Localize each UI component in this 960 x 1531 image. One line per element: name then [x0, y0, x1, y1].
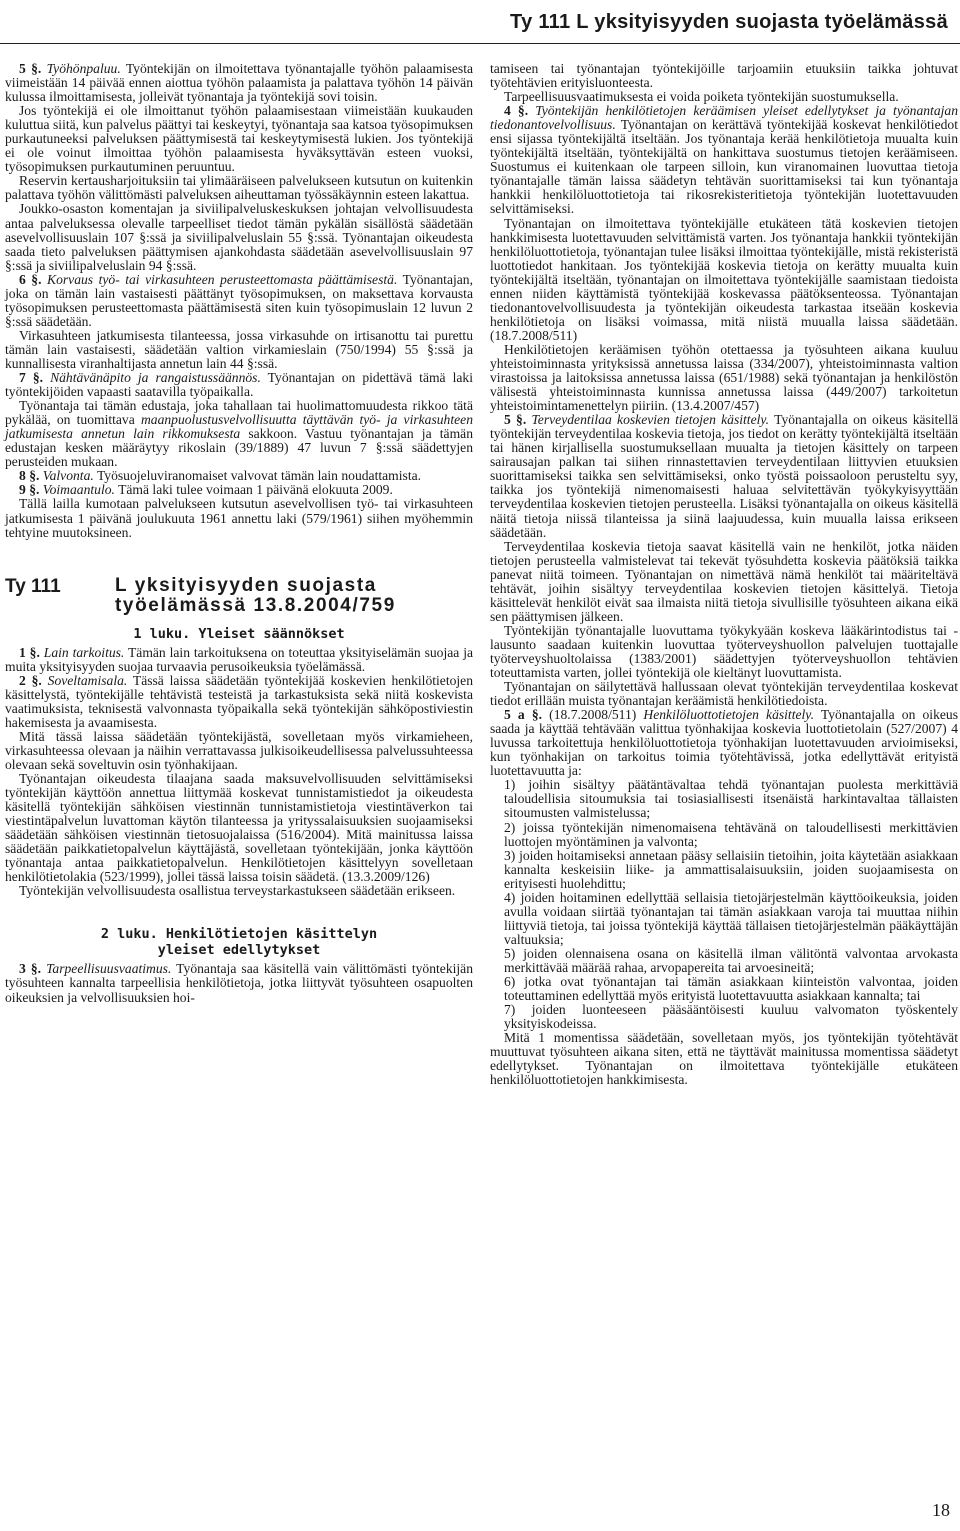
section-6-paragraph: 6 §. Korvaus työ- tai virkasuhteen perusteettomasta päättämisestä. Työnantajan, joka on tämän lain vastaisesti päättänyt työsopimuksen, on maksettava korvausta työsopimuksen perusteettomasta päättämisestä siten kuin työsopimuslain 12 luvun 2 §:ssä säädetään.: [5, 271, 474, 329]
paragraph: Mitä tässä laissa säädetään työntekijästä, sovelletaan myös virkamieheen, virkasuhteessa olevaan ja näihin verrattavassa julkisoikeudellisessa palvelussuhteessa olevaan sekä soveltuvin osin työnhakijaan.: [5, 728, 473, 772]
paragraph: Mitä 1 momentissa säädetään, sovelletaan myös, jos työntekijän työtehtävät muuttuvat työsuhteen aikana siten, että ne täyttävät mainitussa momentissa säädetyt edellytykset. Työnantajan on ilmoitettava työntekijälle etukäteen henkilöluottotietojen hankkimisesta.: [490, 1030, 958, 1088]
list-item: 5) joiden olennaisena osana on käsitellä ilman välitöntä valvontaa arvokasta merkittävää määrää rahaa, arvopapereita tai arvoesineitä;: [504, 945, 958, 975]
header-rule: [0, 43, 960, 44]
left-column: [5, 62, 473, 1005]
running-title: Ty 111 L yksityisyyden suojasta työelämässä: [510, 10, 948, 33]
paragraph: Virkasuhteen jatkumisesta tilanteessa, jossa virkasuhde on irtisanottu tai purettu tämän lain vastaisesti, säädetään valtion virkamieslain (750/1994) 55 §:ssä ja kunnallisesta viranhaltijasta annetun lain 44 §:ssä.: [5, 327, 473, 371]
luku-heading: 2 luku. Henkilötietojen käsittelyn yleiset edellytykset: [100, 926, 378, 959]
list-item: 2) joissa työntekijän nimenomaisena tehtävänä on taloudellisesti merkittävien luottojen myöntäminen ja valvonta;: [504, 819, 958, 849]
paragraph: Työntekijän velvollisuudesta osallistua terveystarkastukseen säädetään erikseen.: [19, 883, 456, 899]
paragraph: Tällä lailla kumotaan palvelukseen kutsutun asevelvollisen työ- tai virkasuhteen jatkumisesta 1 päivänä joulukuuta 1961 annettu laki (579/1961) siihen myöhemmin tehtyine muutoksineen.: [5, 496, 473, 540]
running-header: [510, 2, 948, 42]
section-2-paragraph: 2 §. Soveltamisala. Tässä laissa säädetään työntekijää koskevien henkilötietojen käsittelystä, työntekijälle tehtävistä testeistä ja tarkastuksista sekä niitä koskevista vaatimuksista, teknisestä valvonnasta työpaikalla sekä työntekijän sähköpostiviestin hakemisesta ja avaamisesta.: [5, 672, 474, 730]
section-9-paragraph: 9 §. Voimaantulo. Tämä laki tulee voimaan 1 päivänä elokuuta 2009.: [19, 482, 393, 498]
section-4-paragraph: 4 §. Työntekijän henkilötietojen keräämisen yleiset edellytykset ja työnantajan tiedonantovelvollisuus. Työnantajan on kerättävä työntekijää koskevat henkilötiedot ensi sijassa työntekijältä itseltään. Jos työnantaja kerää henkilötietoja muualta kuin työntekijältä itseltään, työntekijältä on hankittava suostumus tietojen keräämiseen. Suostumus ei kuitenkaan ole tarpeen silloin, kun viranomainen luovuttaa tietoja työnantajalle tämän laissa säädetyn tehtävän suorittamiseksi tai kun työnantaja hankkii henkilöluottotietoja tai rikosrekisteritietoja työntekijän luotettavuuden selvittämiseksi.: [490, 103, 958, 217]
paragraph: Työnantajan oikeudesta tilaajana saada maksuvelvollisuuden selvittämiseksi työntekijän käyttöön annettua liittymää koskevat tunnistamistiedot ja oikeudesta käsitellä työntekijän sähköisen viestinnän tunnistamistietoja viestintäverkon tai viestintäpalvelun luvattoman käytön tilanteessa ja yrityssalaisuuksien suojaamiseksi säädetään sähköisen viestinnän tietosuojalaissa (516/2004). Mitä mainitussa laissa säädetään paikkatietopalvelun käyttäjästä, sovelletaan työntekijään, jonka käyttöön työnantaja antaa paikkatietopalvelun. Henkilötietojen käsittelyyn sovelletaan henkilötietolakia (523/1999), jollei tässä laissa toisin säädetä. (13.3.2009/126): [5, 771, 473, 885]
paragraph: Henkilötietojen keräämisen työhön otettaessa ja työsuhteen aikana kuuluu yhteistoiminnasta yrityksissä annetussa laissa (334/2007), yhteistoiminnasta valtion virastoissa ja laitoksissa annetussa laissa (651/1988) sekä työnantajan ja henkilöstön välisestä yhteistoiminnasta kunnissa annetussa laissa (449/2007) tarkoitetun yhteistoimintamenettelyn piiriin. (13.4.2007/457): [490, 341, 958, 414]
list-item: 1) joihin sisältyy päätäntävaltaa tehdä työnantajan puolesta merkittäviä taloudellisia sitoumuksia tai tosiasiallisesti itsenäistä harkintavaltaa tällaisten sitoumusten valmistelussa;: [504, 777, 958, 821]
list-item: 6) jotka ovat työnantajan tai tämän asiakkaan kiinteistön valvontaa, joiden toteuttaminen edellyttää myös erityistä luotettavuutta asiakkaan kannalta; tai: [504, 974, 958, 1004]
luku-heading: 1 luku. Yleiset säännökset: [133, 625, 345, 642]
paragraph: Työnantajan on ilmoitettava työntekijälle etukäteen tätä koskevien tietojen hankkimisesta luotettavuuden selvittämistä varten. Jos työnantaja hankkii työntekijän henkilöluottotietoja, työnantajan tulee lisäksi ilmoittaa työntekijälle, mistä rekisteristä luottotiedot hankitaan. Jos työntekijää koskevia tietoja on kerätty muualta kuin työntekijältä itseltään, työnantajan on ilmoitettava työntekijälle saamistaan tiedoista ennen niiden käyttämistä työntekijää koskevassa päätöksenteossa. Työnantajan tiedonantovelvollisuudesta ja työntekijän oikeudesta tarkastaa itseään koskevia henkilötietoja on lisäksi voimassa, mitä niistä muualla laissa säädetään. (18.7.2008/511): [490, 215, 958, 343]
section-8-paragraph: 8 §. Valvonta. Työsuojeluviranomaiset valvovat tämän lain noudattamista.: [19, 468, 422, 484]
chapter-heading: [5, 576, 473, 616]
section-3-paragraph: 3 §. Tarpeellisuusvaatimus. Työnantaja saa käsitellä vain välittömästi työntekijän työsuhteen kannalta tarpeellisia henkilötietoja, jotka liittyvät työsuhteen osapuolten oikeuksien ja velvollisuuksien hoi-: [5, 961, 474, 1005]
section-1-paragraph: 1 §. Lain tarkoitus. Tämän lain tarkoituksena on toteuttaa yksityiselämän suojaa ja muita yksityisyyden suojaa turvaavia perusoikeuksia työelämässä.: [5, 644, 474, 674]
list-item: 4) joiden hoitaminen edellyttää sellaisia tietojärjestelmän käyttöoikeuksia, joiden avulla voidaan siirtää työnantajan tai tämän asiakkaan varoja tai muuttaa niihin liittyviä tietoja, tai joissa työntekijä käyttää tällaisen tietojärjestelmän pääkäyttäjän valtuuksia;: [504, 889, 958, 947]
paragraph: Reservin kertausharjoituksiin tai ylimääräiseen palvelukseen kutsutun on kuitenkin palattava työhön välittömästi palveluksen aiheuttaman työssäkäynnin esteen lakattua.: [5, 173, 473, 203]
paragraph: Jos työntekijä ei ole ilmoittanut työhön palaamisestaan viimeistään kuukauden kuluttua siitä, kun palvelus päättyi tai keskeytyi, työnantaja saa katsoa työsopimuksen purkautuneeksi palveluksen päättymisestä tai keskeytymisestä lukien. Jos työntekijä ei ole voinut ilmoittaa työhön palaamisesta hyväksyttävän esteen vuoksi, työsopimuksen purkautuminen peruuntuu.: [5, 103, 473, 175]
list-item: 3) joiden hoitamiseksi annetaan pääsy sellaisiin tietoihin, joita käytetään asiakkaan kannalta keskeisiin liike- ja ammattisalaisuuksiin, joiden suojaamisesta on erityisesti huolehdittu;: [504, 847, 958, 891]
paragraph: Joukko-osaston komentajan ja siviilipalveluskeskuksen johtajan velvollisuudesta antaa palveluksessa olevalle tarpeelliset tiedot tämän pykälän sisällöstä säädetään asevelvollisuuslain 107 §:ssä ja siviilipalveluslain 55 §:ssä. Työnantajan oikeudesta saada tieto palveluksen päättymisen ajankohdasta säädetään asevelvollisuuslain 97 §:ssä ja siviilipalveluslain 94 §:ssä.: [5, 201, 473, 273]
section-5a-paragraph: 5 a §. (18.7.2008/511) Henkilöluottotietojen käsittely. Työnantajalla on oikeus saada ja käyttää tehtävään valittua työnhakijaa koskevia luottotietolain (527/2007) 4 luvussa tarkoitettuja henkilöluottotietoja työnhakijan luotettavuuden arvioimiseksi, kun työnhakijan on tarkoitus toimia työtehtävissä, jotka edellyttävät erityistä luotettavuutta ja:: [490, 707, 958, 779]
paragraph: tamiseen tai työnantajan työntekijöille tarjoamiin etuuksiin taikka johtuvat työtehtävien erityisluonteesta.: [490, 61, 958, 91]
paragraph: Terveydentilaa koskevia tietoja saavat käsitellä vain ne henkilöt, jotka näiden tietojen perusteella valmistelevat tai tekevät työsuhdetta koskevia päätöksiä taikka panevat niitä toimeen. Työnantajan on nimettävä nämä henkilöt tai määriteltävä tehtävät, joihin sisältyy terveydentilaa koskevien tietojen käsittelyä. Tietoja käsittelevät henkilöt eivät saa ilmaista niitä tietoja sivullisille työsuhteen aikana eikä sen päättymisen jälkeen.: [490, 538, 958, 624]
right-column: [490, 62, 958, 1087]
paragraph: Työntekijän työnantajalle luovuttama työkykyään koskeva lääkärintodistus tai -lausunto saadaan kuitenkin luovuttaa työterveyshuollon palvelujen tuottajalle työterveyshuoltolaissa (1383/2001) säädettyjen työterveyshuollon tehtävien toteuttamista varten, jollei työntekijä ole kieltänyt luovuttamista.: [490, 622, 958, 681]
chapter-number: Ty 111: [5, 575, 61, 597]
section-7-paragraph: 7 §. Nähtävänäpito ja rangaistussäännös. Työnantajan on pidettävä tämä laki työntekijöiden vapaasti saatavilla työpaikalla.: [5, 370, 473, 400]
section-5-paragraph: 5 §. Terveydentilaa koskevien tietojen käsittely. Työnantajalla on oikeus käsitellä työntekijän terveydentilaa koskevia tietoja, jos tiedot on kerätty työntekijältä itseltään tai hänen kirjallisella suostumuksellaan muualta ja tietojen käsittely on tarpeen sairausajan palkan tai siihen rinnastettavien terveydentilaan liittyvien etuuksien suorittamiseksi taikka sen selvittämiseksi, onko työstä poissaoloon perusteltu syy, taikka jos työntekijä nimenomaisesti haluaa selvitettävän työkykyisyyttään terveydentilaa koskevien tietojen perusteella. Lisäksi työnantajalla on oikeus käsitellä näitä tietoja niissä tilanteissa ja siinä laajuudessa, kuin muualla laissa erikseen säädetään.: [490, 412, 959, 540]
chapter-title: L yksityisyyden suojasta työelämässä 13.8.2004/759: [115, 574, 396, 616]
page-number: 18: [932, 1500, 950, 1520]
paragraph: Tarpeellisuusvaatimuksesta ei voida poiketa työntekijän suostumuksella.: [504, 89, 899, 105]
paragraph: Työnantaja tai tämän edustaja, joka tahallaan tai huolimattomuudesta rikkoo tätä pykälää, on tuomittava maanpuolustusvelvollisuutta täyttävän työ- ja virkasuhteen jatkumisesta annetun lain rikkomuksesta sakkoon. Vastuu työnantajan ja tämän edustajan kesken määräytyy rikoslain (39/1889) 47 luvun 7 §:ssä säädettyjen perusteiden mukaan.: [5, 398, 473, 470]
paragraph: Työnantajan on säilytettävä hallussaan olevat työntekijän terveydentilaa koskevat tiedot erillään muista työnantajan keräämistä henkilötiedoista.: [490, 679, 958, 709]
section-5-paragraph: 5 §. Työhönpaluu. Työntekijän on ilmoitettava työnantajalle työhön palaamisesta viimeistään 14 päivää ennen aiottua työhön palaamista ja palattava työhön 14 päivän kulussa ilmoittamisesta, jolleivät työnantaja ja työntekijä sovi toisin.: [5, 61, 474, 105]
list-item: 7) joiden luonteeseen pääsääntöisesti kuuluu valvomaton työskentely yksityiskodeissa.: [504, 1002, 958, 1032]
